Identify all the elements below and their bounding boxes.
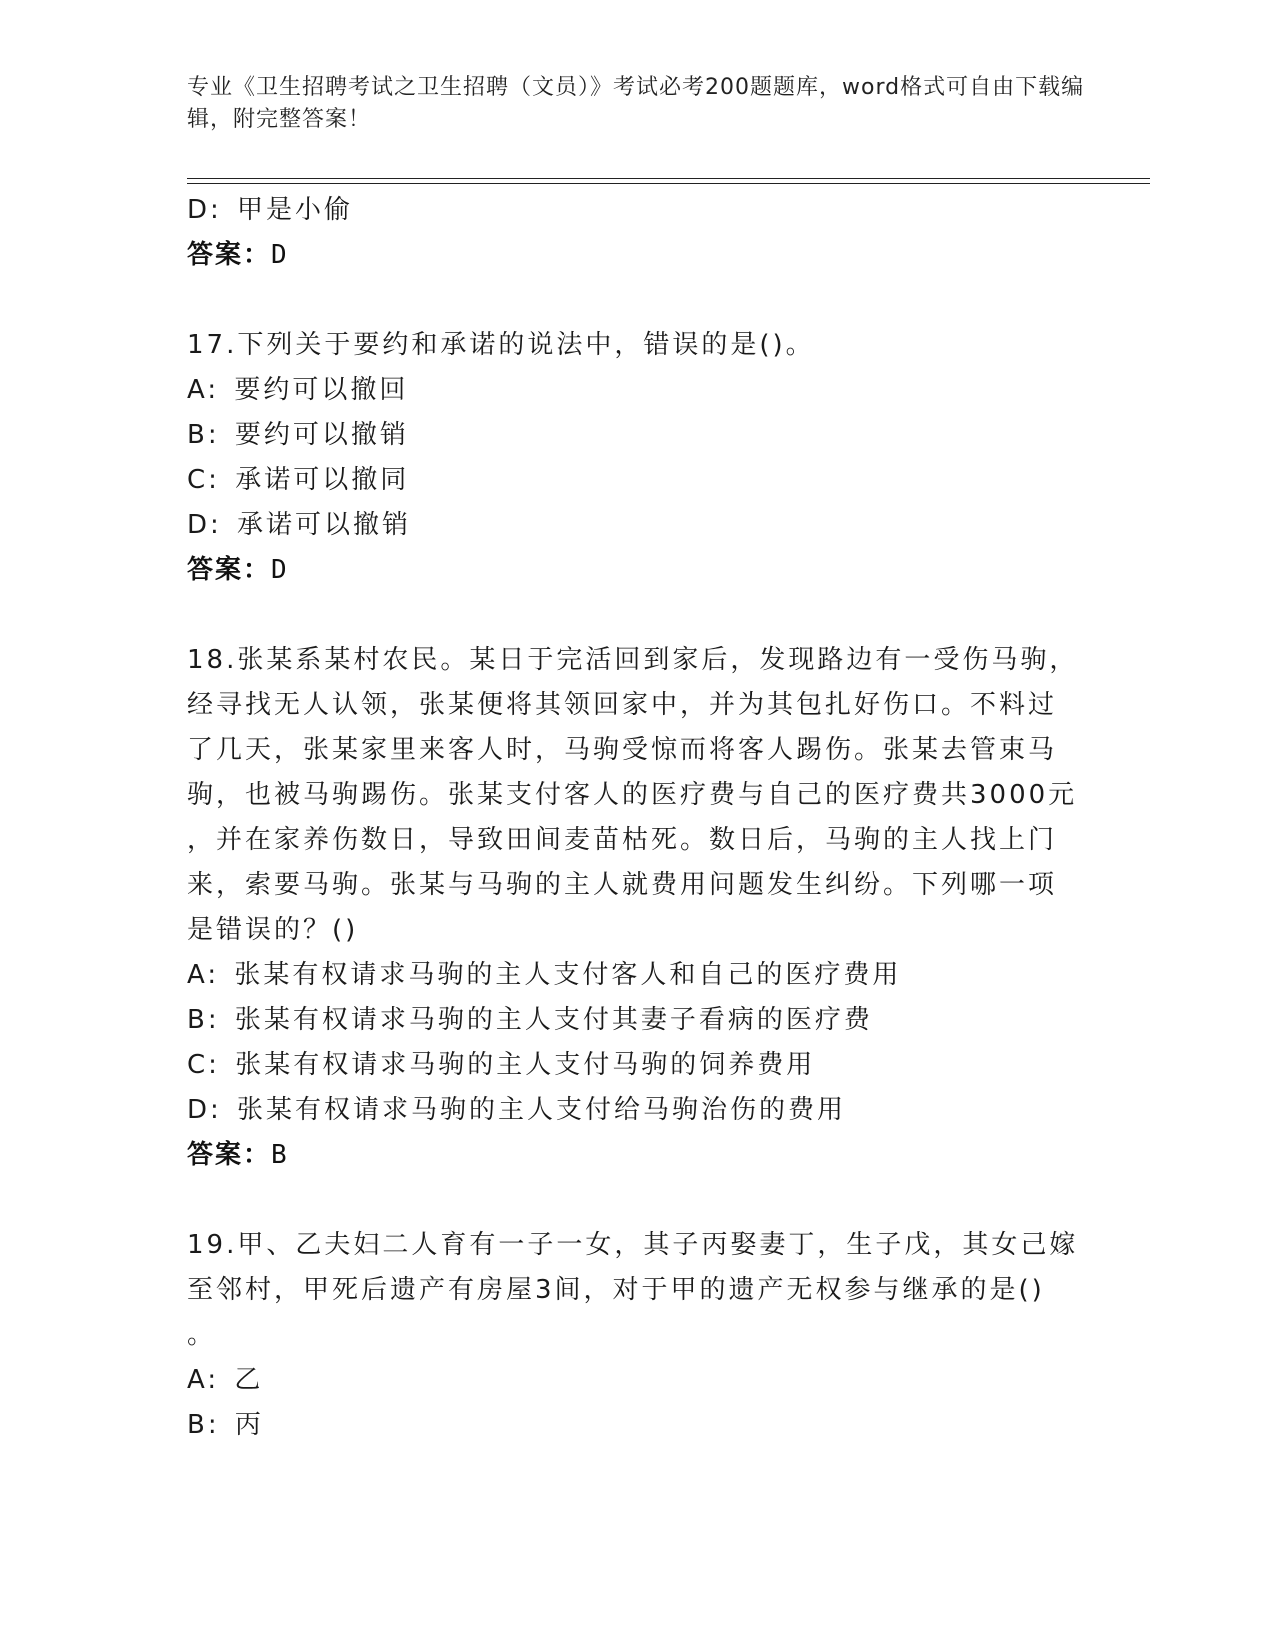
q18-stem-line: 是错误的？() bbox=[187, 915, 359, 945]
page-header: 专业《卫生招聘考试之卫生招聘（文员）》考试必考200题题库，word格式可自由下载编辑，附完整答案！ bbox=[187, 75, 1085, 132]
answer-value: D bbox=[271, 555, 289, 585]
question-content bbox=[187, 188, 1087, 1448]
option-letter: B: bbox=[187, 420, 220, 450]
q19-stem-line: 。 bbox=[187, 1320, 217, 1350]
option-letter: A: bbox=[187, 1365, 220, 1395]
q16-answer bbox=[187, 233, 1087, 278]
spacer bbox=[187, 1178, 1087, 1223]
q18-option-c bbox=[187, 1043, 1087, 1088]
option-letter: B: bbox=[187, 1005, 220, 1035]
answer-value: D bbox=[271, 240, 289, 270]
option-letter: C: bbox=[187, 1050, 220, 1080]
q18-stem-line: 驹，也被马驹踢伤。张某支付客人的医疗费与自己的医疗费共3000元 bbox=[187, 780, 1078, 810]
option-text: 张某有权请求马驹的主人支付其妻子看病的医疗费 bbox=[234, 1005, 873, 1035]
answer-label: 答案： bbox=[187, 1140, 272, 1170]
q19-stem-line: 19.甲、乙夫妇二人育有一子一女，其子丙娶妻丁，生子戊，其女己嫁 bbox=[187, 1230, 1079, 1260]
answer-label: 答案： bbox=[187, 240, 272, 270]
option-letter: D: bbox=[187, 510, 222, 540]
option-text: 承诺可以撤同 bbox=[235, 465, 410, 495]
q17-option-a bbox=[187, 368, 1087, 413]
answer-label: 答案： bbox=[187, 555, 272, 585]
option-letter: C: bbox=[187, 465, 220, 495]
q18-answer bbox=[187, 1133, 1087, 1178]
q17-option-b bbox=[187, 413, 1087, 458]
header-rule-bottom bbox=[187, 183, 1150, 184]
option-text: 乙 bbox=[234, 1365, 264, 1395]
option-text: 要约可以撤回 bbox=[234, 375, 409, 405]
option-text: 张某有权请求马驹的主人支付给马驹治伤的费用 bbox=[237, 1095, 847, 1125]
option-letter: A: bbox=[187, 375, 220, 405]
q19-option-a bbox=[187, 1358, 1087, 1403]
q18-stem-line: 18.张某系某村农民。某日于完活回到家后，发现路边有一受伤马驹， bbox=[187, 645, 1079, 675]
q17-option-d bbox=[187, 503, 1087, 548]
option-text: 张某有权请求马驹的主人支付客人和自己的医疗费用 bbox=[234, 960, 902, 990]
q17-option-c bbox=[187, 458, 1087, 503]
option-text: 甲是小偷 bbox=[237, 195, 354, 225]
spacer bbox=[187, 593, 1087, 638]
option-letter: B: bbox=[187, 1410, 220, 1440]
option-letter: D: bbox=[187, 195, 222, 225]
option-text: 承诺可以撤销 bbox=[237, 510, 412, 540]
q18-stem-line: 经寻找无人认领，张某便将其领回家中，并为其包扎好伤口。不料过 bbox=[187, 690, 1058, 720]
spacer bbox=[187, 278, 1087, 323]
q18-option-a bbox=[187, 953, 1087, 998]
q17-stem: 17.下列关于要约和承诺的说法中，错误的是()。 bbox=[187, 330, 815, 360]
q18-stem-line: 来，索要马驹。张某与马驹的主人就费用问题发生纠纷。下列哪一项 bbox=[187, 870, 1058, 900]
header-rule-top bbox=[187, 178, 1150, 179]
q18-option-d bbox=[187, 1088, 1087, 1133]
option-text: 张某有权请求马驹的主人支付马驹的饲养费用 bbox=[235, 1050, 816, 1080]
option-letter: D: bbox=[187, 1095, 222, 1125]
q18-option-b bbox=[187, 998, 1087, 1043]
q18-stem-line: 了几天，张某家里来客人时，马驹受惊而将客人踢伤。张某去管束马 bbox=[187, 735, 1058, 765]
q17-answer bbox=[187, 548, 1087, 593]
option-text: 要约可以撤销 bbox=[234, 420, 409, 450]
q19-option-b bbox=[187, 1403, 1087, 1448]
answer-value: B bbox=[271, 1140, 289, 1170]
q16-option-d bbox=[187, 188, 1087, 233]
option-text: 丙 bbox=[234, 1410, 264, 1440]
q19-stem-line: 至邻村，甲死后遗产有房屋3间，对于甲的遗产无权参与继承的是() bbox=[187, 1275, 1045, 1305]
option-letter: A: bbox=[187, 960, 220, 990]
q18-stem-line: ，并在家养伤数日，导致田间麦苗枯死。数日后，马驹的主人找上门 bbox=[187, 825, 1058, 855]
